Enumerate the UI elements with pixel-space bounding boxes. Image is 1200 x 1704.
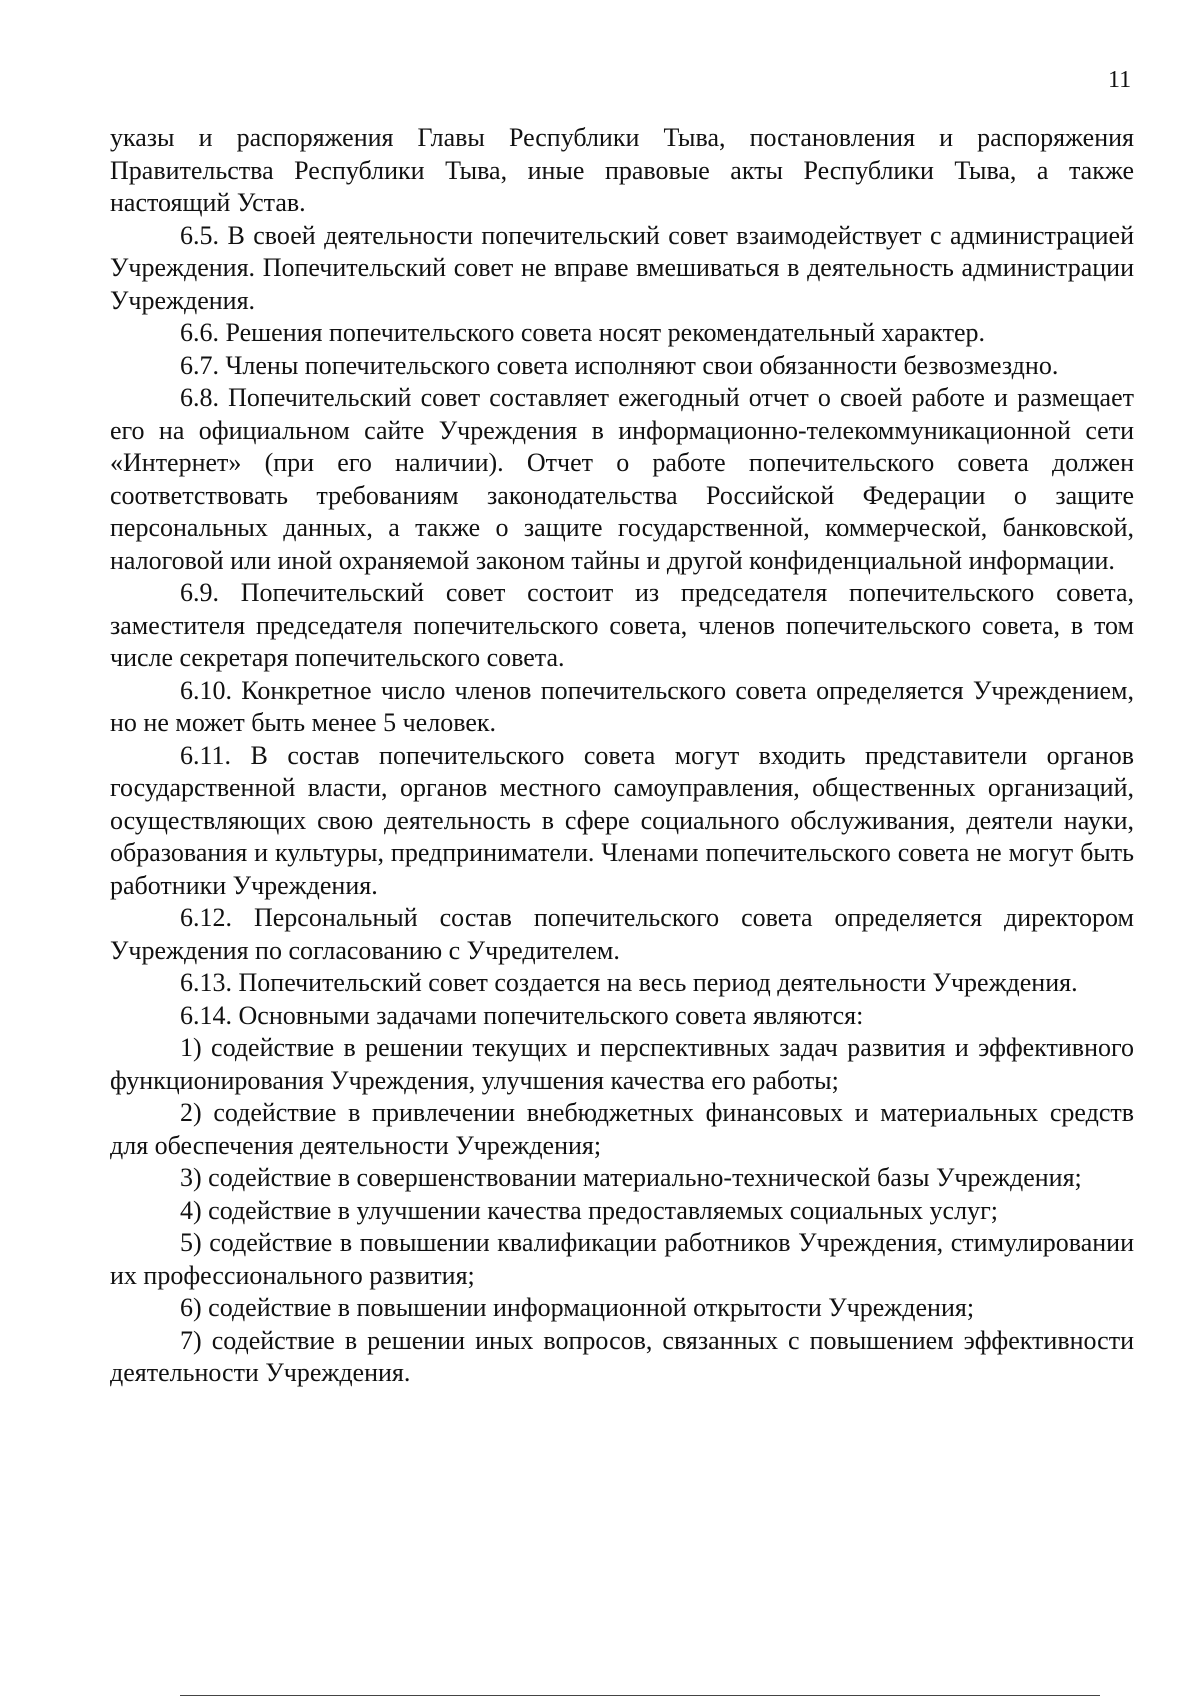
paragraph-6-9: 6.9. Попечительский совет состоит из председателя попечительского совета, заместителя председателя попечительского совета, членов попечительского совета, в том числе секретаря попечительского совета. [110, 578, 1134, 672]
list-item-2: 2) содействие в привлечении внебюджетных финансовых и материальных средств для обеспечения деятельности Учреждения; [110, 1098, 1134, 1160]
document-body [110, 122, 1134, 1390]
paragraph-6-10: 6.10. Конкретное число членов попечительского совета определяется Учреждением, но не может быть менее 5 человек. [110, 675, 1134, 737]
page-number: 11 [1108, 67, 1132, 93]
paragraph-6-11: 6.11. В состав попечительского совета могут входить представители органов государственной власти, органов местного самоуправления, общественных организаций, осуществляющих свою деятельность в сфере социального обслуживания, деятели науки, образования и культуры, предприниматели. Членами попечительского совета не могут быть работники Учреждения. [110, 740, 1134, 900]
list-item-7: 7) содействие в решении иных вопросов, связанных с повышением эффективности деятельности Учреждения. [110, 1325, 1134, 1387]
list-item-4: 4) содействие в улучшении качества предоставляемых социальных услуг; [180, 1195, 998, 1225]
list-item-3: 3) содействие в совершенствовании материально-технической базы Учреждения; [180, 1163, 1082, 1192]
paragraph-6-14: 6.14. Основными задачами попечительского совета являются: [180, 1000, 864, 1030]
list-item-1: 1) содействие в решении текущих и перспективных задач развития и эффективного функционирования Учреждения, улучшения качества его работы; [110, 1033, 1134, 1095]
paragraph-6-13: 6.13. Попечительский совет создается на весь период деятельности Учреждения. [180, 968, 1078, 997]
list-item-5: 5) содействие в повышении квалификации работников Учреждения, стимулировании их профессионального развития; [110, 1228, 1134, 1290]
list-item-6: 6) содействие в повышении информационной открытости Учреждения; [180, 1293, 975, 1322]
paragraph-6-12: 6.12. Персональный состав попечительского совета определяется директором Учреждения по согласованию с Учредителем. [110, 903, 1134, 965]
paragraph-6-7: 6.7. Члены попечительского совета исполняют свои обязанности безвозмездно. [180, 350, 1059, 380]
bottom-divider [180, 1695, 1100, 1696]
paragraph-6-6: 6.6. Решения попечительского совета носят рекомендательный характер. [180, 318, 985, 347]
paragraph-6-5: 6.5. В своей деятельности попечительский совет взаимодействует с администрацией Учреждения. Попечительский совет не вправе вмешиваться в деятельность администрации Учреждения. [110, 220, 1134, 315]
paragraph-continuation: указы и распоряжения Главы Республики Тыва, постановления и распоряжения Правительства Республики Тыва, иные правовые акты Республики Тыва, а также настоящий Устав. [110, 123, 1134, 217]
paragraph-6-8: 6.8. Попечительский совет составляет ежегодный отчет о своей работе и размещает его на официальном сайте Учреждения в информационно-телекоммуникационной сети «Интернет» (при его наличии). Отчет о работе попечительского совета должен соответствовать требованиям законодательства Российской Федерации о защите персональных данных, а также о защите государственной, коммерческой, банковской, налоговой или иной охраняемой законом тайны и другой конфиденциальной информации. [110, 383, 1134, 575]
